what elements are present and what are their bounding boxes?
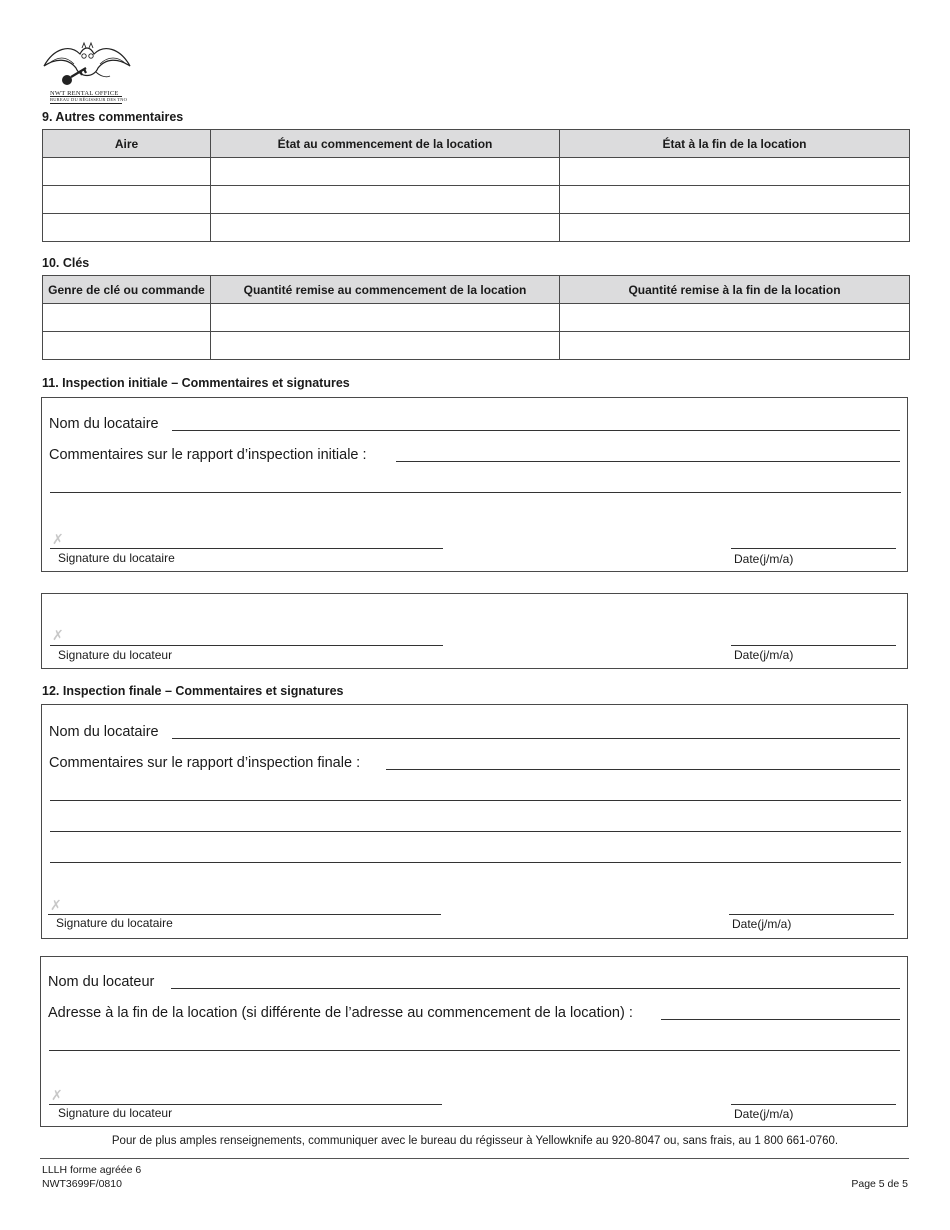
table-cell[interactable]	[560, 304, 910, 332]
final-comments-label: Commentaires sur le rapport d’inspection finale :	[49, 755, 364, 771]
initial-inspection-tenant-box	[41, 397, 908, 572]
table-cell[interactable]	[43, 304, 211, 332]
tenant-signature-line[interactable]	[48, 914, 441, 915]
landlord-signature-line[interactable]	[49, 1104, 442, 1105]
landlord-name-label: Nom du locateur	[48, 974, 158, 990]
table-cell[interactable]	[211, 304, 560, 332]
table-cell[interactable]	[43, 332, 211, 360]
table-cell[interactable]	[211, 332, 560, 360]
table-cell[interactable]	[560, 214, 910, 242]
keys-table	[42, 275, 910, 360]
date-line[interactable]	[731, 1104, 896, 1105]
table-row	[43, 186, 910, 214]
date-label: Date(j/m/a)	[734, 552, 794, 566]
rental-office-logo	[40, 38, 132, 106]
column-header-start-quantity: Quantité remise au commencement de la location	[211, 276, 560, 304]
table-cell[interactable]	[211, 214, 560, 242]
logo-divider	[50, 96, 122, 97]
tenant-signature-label: Signature du locataire	[56, 916, 173, 930]
signature-x-icon: ✗	[51, 1087, 63, 1103]
footer-divider	[40, 1158, 909, 1159]
initial-comments-label: Commentaires sur le rapport d’inspection initiale :	[49, 447, 371, 463]
date-label: Date(j/m/a)	[734, 648, 794, 662]
logo-divider-bottom	[50, 103, 122, 104]
owl-key-emblem	[40, 38, 132, 90]
table-cell[interactable]	[560, 332, 910, 360]
table-header-row	[43, 130, 910, 158]
date-line[interactable]	[729, 914, 894, 915]
table-cell[interactable]	[43, 158, 211, 186]
table-row	[43, 304, 910, 332]
date-label: Date(j/m/a)	[734, 1107, 794, 1121]
column-header-area: Aire	[43, 130, 211, 158]
final-inspection-tenant-box	[41, 704, 908, 939]
table-cell[interactable]	[560, 158, 910, 186]
tenant-signature-label: Signature du locataire	[58, 551, 175, 565]
tenant-signature-line[interactable]	[50, 548, 443, 549]
table-row	[43, 158, 910, 186]
final-comments-line-2[interactable]	[50, 800, 901, 801]
tenant-name-line[interactable]	[172, 430, 900, 431]
table-row	[43, 214, 910, 242]
column-header-key-type: Genre de clé ou commande	[43, 276, 211, 304]
table-cell[interactable]	[560, 186, 910, 214]
section-11-title: 11. Inspection initiale – Commentaires et signatures	[42, 376, 350, 390]
section-10-title: 10. Clés	[42, 256, 90, 270]
initial-comments-line[interactable]	[396, 461, 900, 462]
table-cell[interactable]	[211, 158, 560, 186]
final-comments-line-3[interactable]	[50, 831, 901, 832]
initial-inspection-landlord-box	[41, 593, 908, 669]
tenant-name-label: Nom du locataire	[49, 416, 163, 432]
logo-text-french: BUREAU DU RÉGISSEUR DES TNO	[50, 97, 128, 102]
landlord-name-line[interactable]	[171, 988, 900, 989]
column-header-end-quantity: Quantité remise à la fin de la location	[560, 276, 910, 304]
section-12-title: 12. Inspection finale – Commentaires et signatures	[42, 684, 344, 698]
table-row	[43, 332, 910, 360]
table-cell[interactable]	[43, 186, 211, 214]
initial-comments-line-2[interactable]	[50, 492, 901, 493]
final-inspection-landlord-box	[40, 956, 908, 1127]
contact-info-note: Pour de plus amples renseignements, communiquer avec le bureau du régisseur à Yellowknife au 920-8047 ou, sans frais, au 1 800 661-0760.	[111, 1135, 839, 1147]
column-header-start-condition: État au commencement de la location	[211, 130, 560, 158]
final-comments-line[interactable]	[386, 769, 900, 770]
signature-x-icon: ✗	[52, 627, 64, 643]
table-cell[interactable]	[43, 214, 211, 242]
form-code: NWT3699F/0810	[42, 1178, 122, 1190]
date-line[interactable]	[731, 548, 896, 549]
signature-x-icon: ✗	[52, 531, 64, 547]
logo-text-english: NWT RENTAL OFFICE	[50, 90, 119, 97]
end-address-line-2[interactable]	[49, 1050, 900, 1051]
landlord-signature-line[interactable]	[50, 645, 443, 646]
date-line[interactable]	[731, 645, 896, 646]
page-number: Page 5 de 5	[851, 1178, 908, 1190]
other-comments-table	[42, 129, 910, 242]
end-address-label: Adresse à la fin de la location (si différente de l’adresse au commencement de la location) :	[48, 1005, 637, 1021]
form-name: LLLH forme agréée 6	[42, 1164, 142, 1176]
tenant-name-line[interactable]	[172, 738, 900, 739]
landlord-signature-label: Signature du locateur	[58, 648, 173, 662]
column-header-end-condition: État à la fin de la location	[560, 130, 910, 158]
tenant-name-label: Nom du locataire	[49, 724, 163, 740]
final-comments-line-4[interactable]	[50, 862, 901, 863]
date-label: Date(j/m/a)	[732, 917, 792, 931]
table-header-row	[43, 276, 910, 304]
section-9-title: 9. Autres commentaires	[42, 110, 184, 124]
table-cell[interactable]	[211, 186, 560, 214]
signature-x-icon: ✗	[50, 897, 62, 913]
end-address-line[interactable]	[661, 1019, 900, 1020]
landlord-signature-label: Signature du locateur	[58, 1106, 173, 1120]
